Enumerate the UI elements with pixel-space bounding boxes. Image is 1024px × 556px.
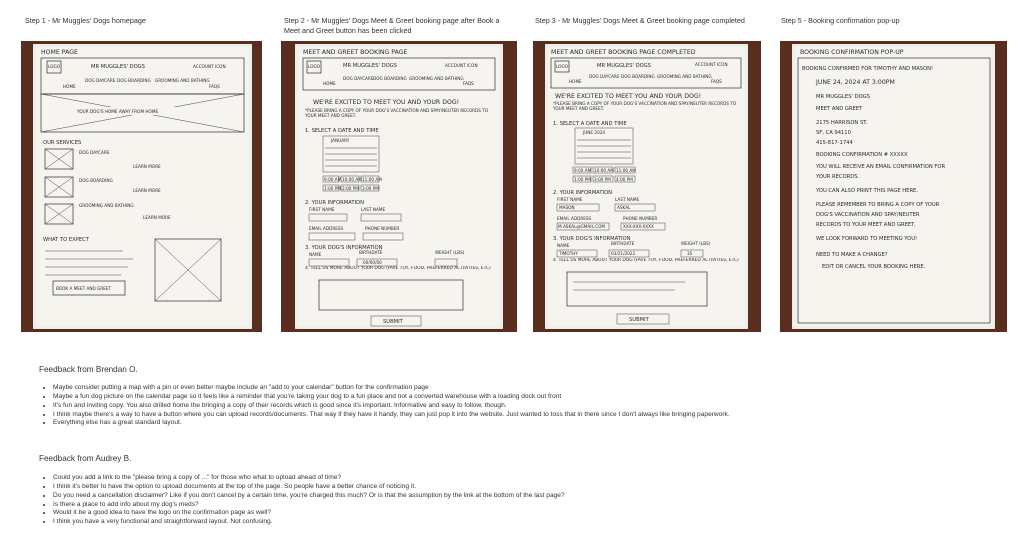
last-name-field[interactable] bbox=[361, 214, 401, 221]
feedback-item: • Could you add a link to the "please bring a copy of ..." for those who what to upload ahead of time? bbox=[53, 474, 565, 483]
reminder-line: RECORDS TO YOUR MEET AND GREET. bbox=[816, 222, 916, 228]
step-3-label: 3. YOUR DOG'S INFORMATION bbox=[553, 236, 631, 242]
page-label: MEET AND GREET BOOKING PAGE bbox=[303, 49, 408, 56]
birthdate-label: BIRTHDATE bbox=[611, 241, 635, 246]
sketch-photo-homepage bbox=[21, 41, 262, 332]
submit-label: SUBMIT bbox=[383, 319, 403, 325]
time-slot-label: 2:00 PM bbox=[342, 186, 359, 191]
weight-label: WEIGHT (LBS) bbox=[435, 250, 465, 255]
step-4-label: 4. TELL US MORE ABOUT YOUR DOG (FAVE TOY, FOOD, PREFERRED ACTIVITIES, ETC) bbox=[305, 266, 491, 271]
brand-name: MR MUGGLES' DOGS bbox=[597, 63, 651, 69]
account-icon: ACCOUNT ICON bbox=[193, 64, 226, 69]
dog-name-label: NAME bbox=[557, 243, 570, 248]
last-name-label: LAST NAME bbox=[615, 197, 640, 202]
last-name-label: LAST NAME bbox=[361, 207, 386, 212]
step-4-label: 4. TELL US MORE ABOUT YOUR DOG (FAVE TOY, FOOD, PREFERRED ACTIVITIES, ETC) bbox=[553, 258, 739, 263]
feedback-item: • It's fun and inviting copy. You also drilled home the bringing a copy of their records which is good since it's important. Informative and easy to follow, though. bbox=[53, 402, 730, 411]
nav-boarding: DOG BOARDING bbox=[373, 76, 407, 81]
confirmation-wireframe bbox=[792, 44, 995, 329]
book-meet-greet-label: BOOK A MEET AND GREET bbox=[56, 286, 112, 291]
booking-completed-wireframe bbox=[545, 44, 748, 329]
phone-field[interactable] bbox=[363, 233, 403, 240]
feedback-list-audrey bbox=[41, 474, 565, 527]
feedback-list-brendan bbox=[41, 384, 730, 428]
nav-grooming: GROOMING AND BATHING bbox=[657, 74, 712, 79]
feedback-item: • Is there a place to add info about my dog's meds? bbox=[53, 501, 565, 510]
nav-boarding: DOG BOARDING bbox=[117, 78, 151, 83]
nav-faqs: FAQS bbox=[711, 79, 722, 84]
services-title: OUR SERVICES bbox=[43, 140, 82, 146]
service-boarding: DOG BOARDING bbox=[79, 178, 113, 183]
dog-name-label: NAME bbox=[309, 252, 322, 257]
time-slot-label: 4:00 PM bbox=[616, 177, 633, 182]
time-slot-label: 9:00 AM bbox=[324, 177, 342, 182]
weight-value: 35 bbox=[687, 251, 693, 256]
records-note: *PLEASE BRING A COPY OF YOUR DOG'S VACCINATION AND SPAY/NEUTER RECORDS TO YOUR MEET AND GREET. bbox=[305, 108, 489, 119]
nav-home: HOME bbox=[63, 84, 76, 89]
time-slot-label: 3:00 PM bbox=[594, 177, 611, 182]
feedback-title-brendan: Feedback from Brendan O. bbox=[39, 365, 138, 374]
hero-tagline: YOUR DOG'S HOME AWAY FROM HOME bbox=[77, 109, 159, 114]
time-slot-label: 1:00 PM bbox=[324, 186, 341, 191]
step-1-caption: Step 1 - Mr Muggles' Dogs homepage bbox=[25, 16, 146, 25]
records-note: *PLEASE BRING A COPY OF YOUR DOG'S VACCINATION AND SPAY/NEUTER RECORDS TO YOUR MEET AND GREET. bbox=[553, 101, 737, 112]
feedback-item: • I think you have a very functional and straightforward layout. Not confusing. bbox=[53, 518, 565, 527]
email-field[interactable] bbox=[309, 233, 355, 240]
first-name-value: MASON bbox=[559, 205, 575, 210]
brand-name: MR MUGGLES' DOGS bbox=[343, 63, 397, 69]
weight-label: WEIGHT (LBS) bbox=[681, 241, 711, 246]
change-prompt: NEED TO MAKE A CHANGE? bbox=[816, 252, 888, 258]
nav-grooming: GROOMING AND BATHING bbox=[155, 78, 210, 83]
sketch-sheet bbox=[33, 44, 252, 329]
sketch-sheet bbox=[295, 44, 503, 329]
feedback-item: • I think maybe there's a way to have a button where you can upload records/documents. That way if they have it handy, they can just pop it into the website. Just wanted to toss that in there since I don't always like bringing paperwork. bbox=[53, 411, 730, 420]
learn-more-link[interactable]: LEARN MORE bbox=[133, 188, 161, 193]
time-slot-label: 9:00 AM bbox=[574, 168, 592, 173]
page-label: HOME PAGE bbox=[41, 49, 78, 56]
feedback-title-audrey: Feedback from Audrey B. bbox=[39, 454, 132, 463]
print-page-link[interactable]: YOU CAN ALSO PRINT THIS PAGE HERE. bbox=[816, 188, 918, 194]
page-label: BOOKING CONFIRMATION POP-UP bbox=[800, 49, 904, 56]
nav-daycare: DOG DAYCARE bbox=[85, 78, 116, 83]
feedback-item: • Maybe a fun dog picture on the calendar page so it feels like a reminder that you're taking your dog to a fun place and not a converted warehouse with a loading dock out front bbox=[53, 393, 730, 402]
reminder-line: PLEASE REMEMBER TO BRING A COPY OF YOUR bbox=[816, 202, 940, 208]
calendar-month: JUNE 2024 bbox=[583, 130, 606, 135]
service-daycare: DOG DAYCARE bbox=[79, 150, 110, 155]
birthdate-placeholder: 00/00/00 bbox=[363, 260, 382, 265]
what-to-expect: WHAT TO EXPECT bbox=[43, 237, 89, 243]
confirmation-line: MR MUGGLES' DOGS bbox=[816, 94, 870, 100]
confirmation-line: YOUR RECORDS. bbox=[816, 174, 860, 180]
brand-name: MR MUGGLES' DOGS bbox=[91, 64, 145, 70]
last-name-value: ASKAL bbox=[617, 205, 631, 210]
confirmation-line: YOU WILL RECEIVE AN EMAIL CONFIRMATION FOR bbox=[816, 164, 946, 170]
birthdate-label: BIRTHDATE bbox=[359, 250, 383, 255]
nav-daycare: DOG DAYCARE bbox=[343, 76, 374, 81]
nav-faqs: FAQS bbox=[209, 84, 220, 89]
address-line: 2175 HARRISON ST. bbox=[816, 120, 868, 126]
confirmation-line: BOOKING CONFIRMED FOR TIMOTHY AND MASON! bbox=[802, 66, 934, 72]
time-slot-label: 1:00 PM bbox=[574, 177, 591, 182]
learn-more-link[interactable]: LEARN MORE bbox=[143, 215, 171, 220]
time-slot-label: 3:00 PM bbox=[362, 186, 379, 191]
nav-faqs: FAQS bbox=[463, 81, 474, 86]
sketch-sheet bbox=[545, 44, 748, 329]
homepage-wireframe bbox=[33, 44, 252, 329]
step-3-caption: Step 3 - Mr Muggles' Dogs Meet & Greet booking page completed bbox=[535, 16, 745, 25]
weight-field[interactable] bbox=[435, 259, 457, 266]
phone-label: PHONE NUMBER bbox=[365, 226, 400, 231]
birthdate-value: 03/21/2022 bbox=[611, 251, 636, 256]
reminder-line: DOG'S VACCINATION AND SPAY/NEUTER bbox=[816, 212, 920, 218]
booking-wireframe bbox=[295, 44, 503, 329]
step-1-label: 1. SELECT A DATE AND TIME bbox=[305, 128, 379, 134]
learn-more-link[interactable]: LEARN MORE bbox=[133, 164, 161, 169]
feedback-item: • I think it's better to have the option to upload documents at the top of the page. So people have a better chance of noticing it. bbox=[53, 483, 565, 492]
step-1-label: 1. SELECT A DATE AND TIME bbox=[553, 121, 627, 127]
edit-cancel-link[interactable]: EDIT OR CANCEL YOUR BOOKING HERE. bbox=[822, 264, 926, 270]
confirmation-number: BOOKING CONFIRMATION # XXXXX bbox=[816, 152, 908, 158]
feedback-item: • Everything else has a great standard layout. bbox=[53, 419, 730, 428]
nav-home: HOME bbox=[323, 81, 336, 86]
submit-label: SUBMIT bbox=[629, 317, 649, 323]
sketch-sheet bbox=[792, 44, 995, 329]
time-slot-label: 11:00 AM bbox=[362, 177, 382, 182]
feedback-item: • Would it be a good idea to have the logo on the confirmation page as well? bbox=[53, 509, 565, 518]
email-label: EMAIL ADDRESS bbox=[309, 226, 344, 231]
first-name-field[interactable] bbox=[309, 214, 347, 221]
service-grooming: GROOMING AND BATHING bbox=[79, 203, 134, 208]
step-2-caption: Step 2 - Mr Muggles' Dogs Meet & Greet booking page after Book a Meet and Greet button has been clicked bbox=[284, 16, 500, 35]
booking-heading: WE'RE EXCITED TO MEET YOU AND YOUR DOG! bbox=[555, 93, 702, 100]
feedback-item: • Maybe consider putting a map with a pin or even better maybe include an "add to your calendar" button for the confirmation page bbox=[53, 384, 730, 393]
nav-home: HOME bbox=[569, 79, 582, 84]
phone-label: PHONE NUMBER bbox=[623, 216, 658, 221]
email-label: EMAIL ADDRESS bbox=[557, 216, 592, 221]
step-3-label: 3. YOUR DOG'S INFORMATION bbox=[305, 245, 383, 251]
calendar-month: JANUARY bbox=[331, 138, 350, 143]
feedback-item: • Do you need a cancellation disclaimer? Like if you don't cancel by a certain time, you're charged this much? Or is that the assumption by the link at the bottom of the last page? bbox=[53, 492, 565, 501]
confirmation-line: MEET AND GREET bbox=[816, 106, 863, 112]
sketch-photo-confirmation bbox=[780, 41, 1007, 332]
first-name-label: FIRST NAME bbox=[309, 207, 335, 212]
time-slot-label: 10:00 AM bbox=[342, 177, 362, 182]
address-line: SF, CA 94110 bbox=[816, 130, 851, 136]
first-name-label: FIRST NAME bbox=[557, 197, 583, 202]
confirmation-date: JUNE 24, 2024 AT 3:00PM bbox=[816, 79, 895, 86]
step-2-label: 2. YOUR INFORMATION bbox=[553, 190, 612, 196]
booking-heading: WE'RE EXCITED TO MEET YOU AND YOUR DOG! bbox=[313, 99, 460, 106]
step-2-label: 2. YOUR INFORMATION bbox=[305, 200, 364, 206]
time-slot-label: 10:00 AM bbox=[594, 168, 614, 173]
logo-label: LOGO bbox=[556, 64, 569, 69]
sketch-photo-booking-completed bbox=[533, 41, 761, 332]
logo-label: LOGO bbox=[48, 64, 61, 69]
account-icon: ACCOUNT ICON bbox=[695, 62, 728, 67]
closing-line: WE LOOK FORWARD TO MEETING YOU! bbox=[816, 236, 918, 242]
email-value: M.ASKAL@GMAIL.COM bbox=[558, 224, 605, 229]
step-5-caption: Step 5 - Booking confirmation pop-up bbox=[781, 16, 900, 25]
nav-boarding: DOG BOARDING bbox=[621, 74, 655, 79]
nav-grooming: GROOMING AND BATHING bbox=[409, 76, 464, 81]
phone-value: XXX-XXX-XXXX bbox=[623, 224, 654, 229]
about-dog-textarea[interactable] bbox=[567, 272, 707, 306]
nav-daycare: DOG DAYCARE bbox=[589, 74, 620, 79]
account-icon: ACCOUNT ICON bbox=[445, 63, 478, 68]
dog-name-value: TIMOTHY bbox=[559, 251, 578, 256]
phone-line: 415-817-1744 bbox=[816, 140, 853, 146]
sketch-photo-booking bbox=[281, 41, 517, 332]
page-label: MEET AND GREET BOOKING PAGE COMPLETED bbox=[551, 49, 696, 56]
about-dog-textarea[interactable] bbox=[319, 280, 463, 310]
time-slot-label: 11:00 AM bbox=[616, 168, 636, 173]
dog-name-field[interactable] bbox=[309, 259, 349, 266]
logo-label: LOGO bbox=[308, 64, 321, 69]
